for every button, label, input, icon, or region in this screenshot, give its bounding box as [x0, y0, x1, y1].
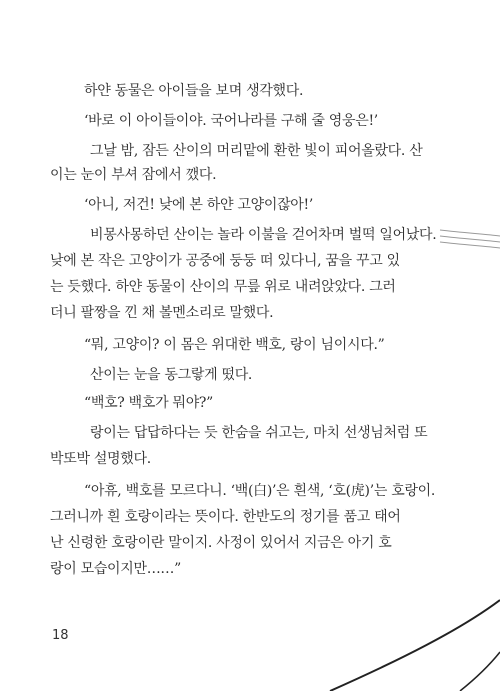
- text-line: “뭐, 고양이? 이 몸은 위대한 백호, 랑이 님이시다.”: [84, 337, 385, 353]
- text-line: 더니 팔짱을 낀 채 볼멘소리로 말했다.: [50, 305, 274, 321]
- text-line: 는 듯했다. 하얀 동물이 산이의 무릎 위로 내려앉았다. 그러: [50, 279, 396, 295]
- text-line: 그러니까 흰 호랑이라는 뜻이다. 한반도의 정기를 품고 태어: [50, 509, 401, 525]
- text-line: ‘아니, 저건! 낮에 본 하얀 고양이잖아!’: [84, 197, 313, 213]
- text-line: 그날 밤, 잠든 산이의 머리맡에 환한 빛이 피어올랐다. 산: [90, 143, 423, 159]
- text-line: 산이는 눈을 동그랗게 떴다.: [90, 367, 253, 383]
- text-line: 박또박 설명했다.: [50, 451, 151, 467]
- text-line: 낮에 본 작은 고양이가 공중에 둥둥 떠 있다니, 꿈을 꾸고 있: [50, 253, 400, 269]
- page-number: 18: [52, 628, 69, 643]
- text-line: 하얀 동물은 아이들을 보며 생각했다.: [84, 83, 304, 99]
- text-line: 비몽사몽하던 산이는 놀라 이불을 걷어차며 벌떡 일어났다.: [90, 227, 437, 243]
- text-line: 이는 눈이 부셔 잠에서 깼다.: [50, 167, 217, 183]
- text-line: 난 신령한 호랑이란 말이지. 사정이 있어서 지금은 아기 호: [50, 535, 392, 551]
- text-line: 랑이 모습이지만……”: [50, 561, 181, 577]
- text-line: “백호? 백호가 뭐야?”: [84, 395, 213, 411]
- text-line: “아휴, 백호를 모르다니. ‘백(白)’은 흰색, ‘호(虎)’는 호랑이.: [84, 483, 436, 499]
- text-line: ‘바로 이 아이들이야. 국어나라를 구해 줄 영웅은!’: [84, 113, 378, 129]
- text-line: 랑이는 답답하다는 듯 한숨을 쉬고는, 마치 선생님처럼 또: [90, 425, 428, 441]
